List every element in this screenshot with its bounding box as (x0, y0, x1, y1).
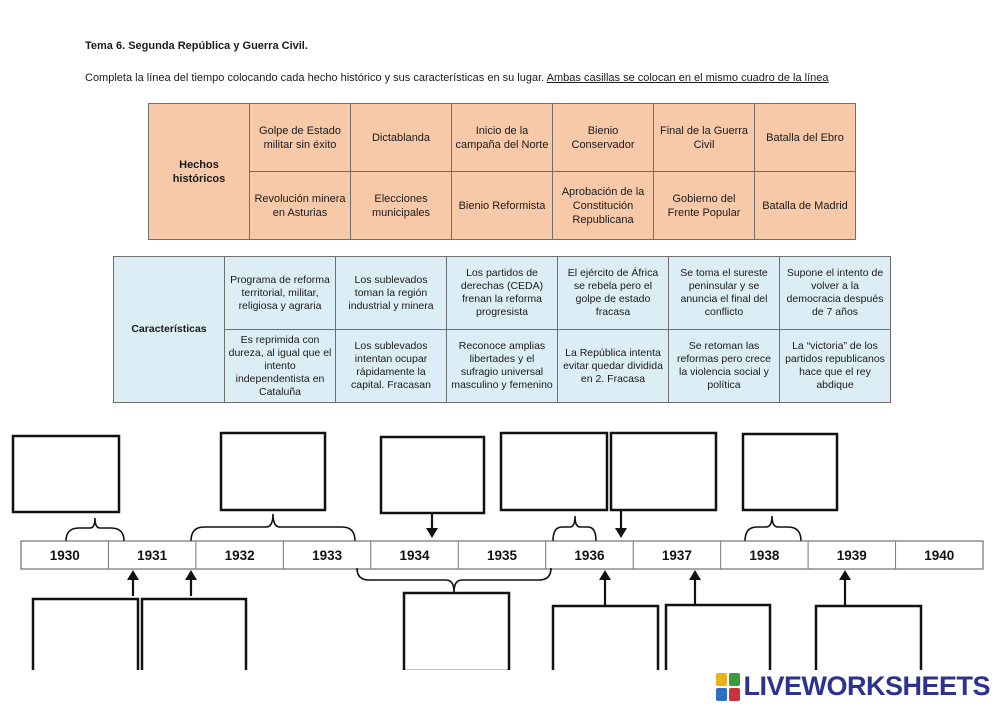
instructions (85, 72, 829, 84)
fact-cell[interactable]: Batalla de Madrid (755, 172, 856, 240)
characteristic-cell[interactable]: Reconoce amplias libertades y el sufragio universal masculino y femenino (447, 330, 558, 403)
characteristics-row (114, 330, 891, 403)
characteristic-cell[interactable]: Es reprimida con dureza, al igual que el intento independentista en Cataluña (225, 330, 336, 403)
answer-box[interactable] (33, 599, 138, 670)
characteristic-cell[interactable]: El ejército de África se rebela pero el golpe de estado fracasa (558, 257, 669, 330)
characteristic-cell[interactable]: La República intenta evitar quedar dividida en 2. Fracasa (558, 330, 669, 403)
arrowhead (615, 528, 627, 538)
fact-cell[interactable]: Batalla del Ebro (755, 104, 856, 172)
logo-mark-icon (716, 673, 740, 701)
logo-tile-icon (729, 673, 740, 686)
year-label: 1940 (924, 548, 955, 563)
facts-row (149, 104, 856, 172)
year-bar (21, 541, 983, 569)
characteristics-row (114, 257, 891, 330)
timeline (0, 400, 1000, 670)
facts-heading: Hechos históricos (149, 104, 250, 240)
fact-cell[interactable]: Aprobación de la Constitución Republicana (553, 172, 654, 240)
logo-tile-icon (729, 688, 740, 701)
fact-cell[interactable]: Bienio Reformista (452, 172, 553, 240)
answer-box[interactable] (404, 593, 509, 670)
answer-box[interactable] (221, 433, 325, 510)
fact-cell[interactable]: Gobierno del Frente Popular (654, 172, 755, 240)
characteristics-heading: Características (114, 257, 225, 403)
fact-cell[interactable]: Revolución minera en Asturias (250, 172, 351, 240)
year-label: 1930 (49, 548, 80, 563)
worksheet-title: Tema 6. Segunda República y Guerra Civil. (85, 40, 308, 52)
year-label: 1936 (574, 548, 605, 563)
characteristic-cell[interactable]: Los partidos de derechas (CEDA) frenan la reforma progresista (447, 257, 558, 330)
arrowhead (185, 570, 197, 580)
year-label: 1934 (399, 548, 430, 563)
characteristic-cell[interactable]: Supone el intento de volver a la democracia después de 7 años (780, 257, 891, 330)
characteristic-cell[interactable]: Programa de reforma territorial, militar, religiosa y agraria (225, 257, 336, 330)
characteristic-cell[interactable]: Se retoman las reformas pero crece la violencia social y política (669, 330, 780, 403)
year-label: 1939 (836, 548, 867, 563)
characteristic-cell[interactable]: Los sublevados toman la región industrial y minera (336, 257, 447, 330)
liveworksheets-logo (716, 671, 990, 702)
bracket (357, 568, 551, 592)
bracket (66, 518, 124, 541)
bracket (745, 516, 801, 541)
answer-box[interactable] (666, 605, 770, 670)
fact-cell[interactable]: Final de la Guerra Civil (654, 104, 755, 172)
arrowhead (599, 570, 611, 580)
answer-box[interactable] (816, 606, 921, 670)
facts-table (148, 103, 856, 240)
answer-box[interactable] (553, 606, 658, 670)
answer-box[interactable] (13, 436, 119, 512)
year-label: 1931 (137, 548, 168, 563)
logo-tile-icon (716, 673, 727, 686)
arrowhead (426, 528, 438, 538)
facts-row (149, 172, 856, 240)
answer-box[interactable] (501, 433, 607, 510)
year-label: 1933 (312, 548, 343, 563)
answer-box[interactable] (611, 433, 716, 510)
instructions-text: Completa la línea del tiempo colocando cada hecho histórico y sus características en su lugar. (85, 72, 547, 84)
arrowhead (839, 570, 851, 580)
year-label: 1935 (486, 548, 518, 563)
characteristic-cell[interactable]: Los sublevados intentan ocupar rápidamente la capital. Fracasan (336, 330, 447, 403)
instructions-underlined: Ambas casillas se colocan en el mismo cuadro de la línea (546, 72, 829, 84)
year-label: 1932 (224, 548, 255, 563)
year-label: 1937 (661, 548, 692, 563)
answer-box[interactable] (743, 434, 837, 510)
fact-cell[interactable]: Dictablanda (351, 104, 452, 172)
logo-text: LIVEWORKSHEETS (743, 671, 990, 701)
fact-cell[interactable]: Inicio de la campaña del Norte (452, 104, 553, 172)
characteristic-cell[interactable]: Se toma el sureste peninsular y se anuncia el final del conflicto (669, 257, 780, 330)
arrowhead (689, 570, 701, 580)
bracket (191, 514, 355, 541)
logo-tile-icon (716, 688, 727, 701)
arrowhead (127, 570, 139, 580)
fact-cell[interactable]: Bienio Conservador (553, 104, 654, 172)
fact-cell[interactable]: Golpe de Estado militar sin éxito (250, 104, 351, 172)
year-label: 1938 (749, 548, 780, 563)
answer-box[interactable] (142, 599, 246, 670)
answer-box[interactable] (381, 437, 484, 513)
characteristic-cell[interactable]: La “victoria” de los partidos republicanos hace que el rey abdique (780, 330, 891, 403)
bracket (553, 516, 596, 541)
fact-cell[interactable]: Elecciones municipales (351, 172, 452, 240)
characteristics-table (113, 256, 891, 403)
